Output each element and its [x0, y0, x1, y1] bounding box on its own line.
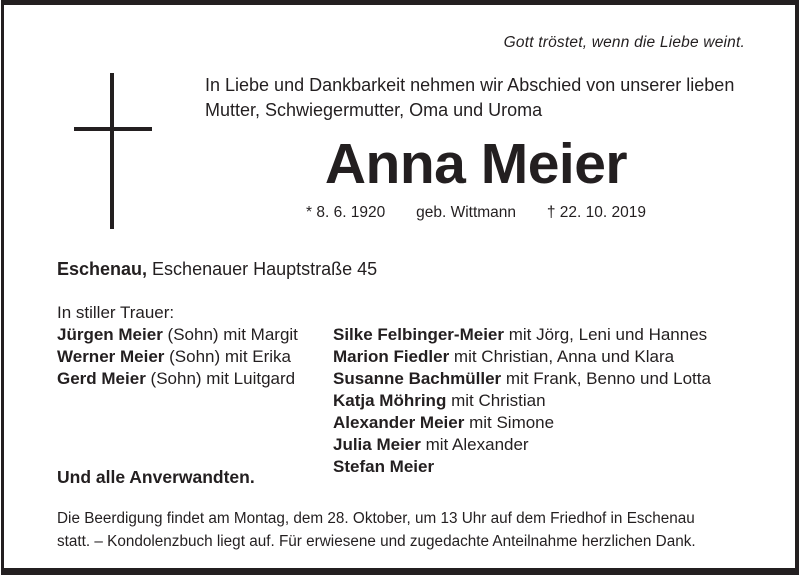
- cross-icon: [74, 73, 158, 229]
- mourner-line: Alexander Meier mit Simone: [333, 413, 555, 432]
- mourner-line: Werner Meier (Sohn) mit Erika: [57, 347, 291, 366]
- funeral-info: [57, 508, 757, 553]
- cross-vertical-bar: [110, 73, 114, 229]
- place-name: Eschenau,: [57, 259, 148, 279]
- place-address-line: [57, 259, 377, 280]
- deceased-name: Anna Meier: [324, 132, 628, 196]
- mourner-line: Silke Felbinger-Meier mit Jörg, Leni und Hannes: [333, 325, 708, 344]
- mourner-line: Gerd Meier (Sohn) mit Luitgard: [57, 369, 296, 388]
- mourner-line: Marion Fiedler mit Christian, Anna und Klara: [333, 347, 675, 366]
- funeral-info-line: Die Beerdigung findet am Montag, dem 28. Oktober, um 13 Uhr auf dem Friedhof in Eschenau: [57, 510, 695, 527]
- deceased-name-block: [304, 132, 648, 222]
- maiden-name: geb. Wittmann: [416, 203, 517, 221]
- death-date: † 22. 10. 2019: [546, 203, 646, 221]
- street-address: Eschenauer Hauptstraße 45: [147, 259, 378, 279]
- obituary-notice-frame: [1, 0, 799, 575]
- mourners-left-column: [57, 324, 298, 390]
- mourner-line: Jürgen Meier (Sohn) mit Margit: [57, 325, 298, 344]
- mourner-line: Julia Meier mit Alexander: [333, 435, 529, 454]
- memorial-quote: Gott tröstet, wenn die Liebe weint.: [503, 34, 745, 51]
- mourning-label: In stiller Trauer:: [57, 303, 175, 322]
- mourners-right-column: [333, 324, 711, 478]
- cross-horizontal-bar: [74, 127, 152, 131]
- funeral-info-line: statt. – Kondolenzbuch liegt auf. Für erwiesene und zugedachte Anteilnahme herzlichen Dank.: [57, 532, 696, 550]
- life-dates-row: [304, 204, 648, 222]
- intro-text: In Liebe und Dankbarkeit nehmen wir Abschied von unserer lieben Mutter, Schwiegermutter, Oma und Uroma: [205, 75, 735, 120]
- birth-date: * 8. 6. 1920: [306, 203, 386, 221]
- closing-line: Und alle Anverwandten.: [57, 467, 255, 487]
- mourner-line: Susanne Bachmüller mit Frank, Benno und Lotta: [333, 369, 711, 388]
- mourner-line: Stefan Meier: [333, 457, 435, 476]
- mourner-line: Katja Möhring mit Christian: [333, 391, 546, 410]
